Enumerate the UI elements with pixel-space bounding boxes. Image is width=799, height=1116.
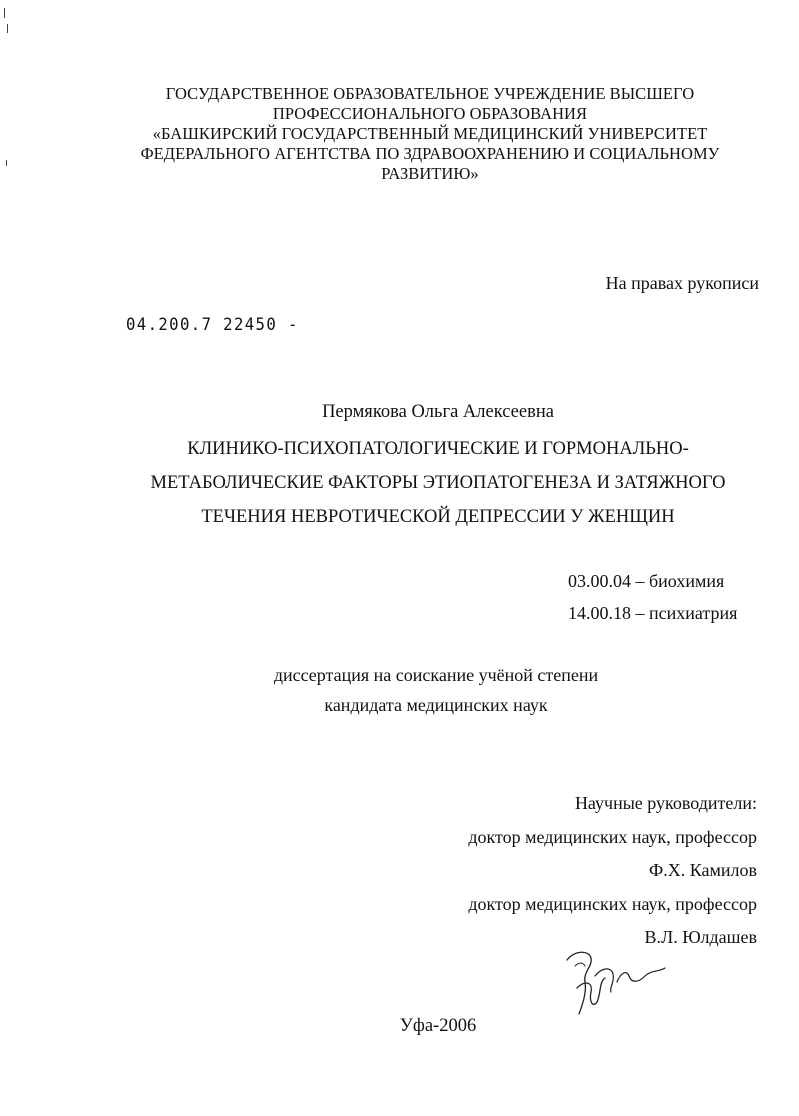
title-line: ТЕЧЕНИЯ НЕВРОТИЧЕСКОЙ ДЕПРЕССИИ У ЖЕНЩИН bbox=[201, 507, 675, 527]
institution-header bbox=[80, 84, 780, 184]
advisor-title: доктор медицинских наук, профессор bbox=[468, 826, 757, 847]
dissertation-title bbox=[80, 432, 796, 534]
manuscript-rights-note: На правах рукописи bbox=[605, 273, 759, 293]
degree-statement bbox=[186, 660, 686, 720]
title-line: МЕТАБОЛИЧЕСКИЕ ФАКТОРЫ ЭТИОПАТОГЕНЕЗА И ЗАТЯЖНОГО bbox=[150, 473, 726, 493]
specialty-codes bbox=[568, 565, 737, 629]
header-line: ГОСУДАРСТВЕННОЕ ОБРАЗОВАТЕЛЬНОЕ УЧРЕЖДЕНИЕ ВЫСШЕГО bbox=[165, 84, 695, 103]
registration-number: 04.200.7 22450 - bbox=[126, 315, 299, 335]
header-line: ФЕДЕРАЛЬНОГО АГЕНТСТВА ПО ЗДРАВООХРАНЕНИЮ И СОЦИАЛЬНОМУ bbox=[140, 144, 720, 163]
author-name: Пермякова Ольга Алексеевна bbox=[322, 402, 554, 422]
scan-mark bbox=[6, 160, 7, 166]
scan-mark bbox=[4, 8, 5, 18]
degree-line: кандидата медицинских наук bbox=[324, 695, 548, 715]
city-year: Уфа-2006 bbox=[399, 1016, 477, 1036]
header-line: «БАШКИРСКИЙ ГОСУДАРСТВЕННЫЙ МЕДИЦИНСКИЙ УНИВЕРСИТЕТ bbox=[152, 124, 708, 143]
advisor-name: В.Л. Юлдашев bbox=[644, 927, 757, 947]
specialty-item: 03.00.04 – биохимия bbox=[568, 571, 725, 591]
specialty-item: 14.00.18 – психиатрия bbox=[568, 603, 738, 623]
header-line: ПРОФЕССИОНАЛЬНОГО ОБРАЗОВАНИЯ bbox=[272, 104, 588, 123]
advisor-name: Ф.Х. Камилов bbox=[649, 860, 757, 880]
advisor-title: доктор медицинских наук, профессор bbox=[468, 893, 757, 914]
header-line: РАЗВИТИЮ» bbox=[381, 164, 479, 183]
advisors-heading: Научные руководители: bbox=[574, 793, 757, 813]
title-line: КЛИНИКО-ПСИХОПАТОЛОГИЧЕСКИЕ И ГОРМОНАЛЬНО- bbox=[187, 439, 689, 459]
degree-line: диссертация на соискание учёной степени bbox=[273, 665, 599, 685]
scan-mark bbox=[7, 24, 8, 33]
scientific-advisors bbox=[468, 787, 757, 955]
handwritten-signature bbox=[555, 942, 675, 1022]
